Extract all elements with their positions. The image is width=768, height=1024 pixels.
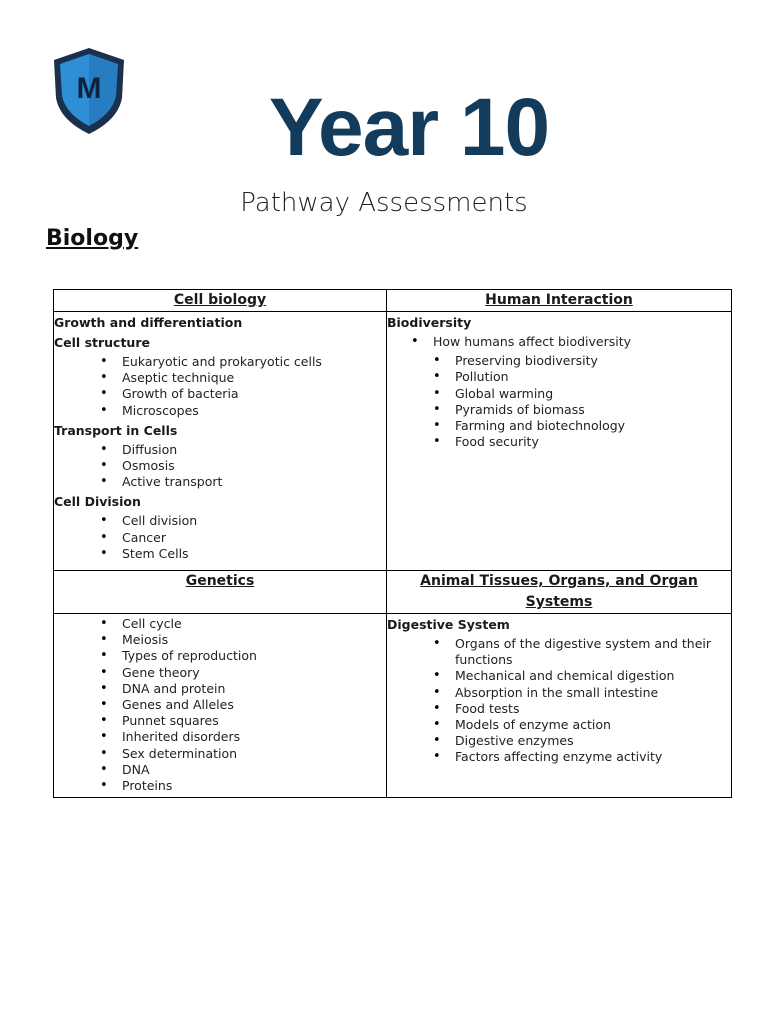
list-item: • DNA [122,762,386,778]
list-item: • DNA and protein [122,681,386,697]
list-item: • Sex determination [122,746,386,762]
genetics-heading: Genetics [54,571,387,614]
list-item: • Types of reproduction [122,648,386,664]
animal-tissues-heading: Animal Tissues, Organs, and Organ Systems [387,571,732,614]
assessment-table [53,289,732,798]
animal-tissues-content [387,614,732,798]
list-item: • Proteins [122,778,386,794]
section-transport: Transport in Cells [54,422,178,438]
section-cell-division: Cell Division [54,494,141,510]
biodiversity-top-list [433,334,731,350]
section-growth: Growth and differentiation [54,315,243,330]
list-item: • Meiosis [122,632,386,648]
list-item: • Diffusion [122,442,386,458]
page-subtitle: Pathway Assessments [240,188,528,218]
transport-list [122,442,386,491]
list-item: • Absorption in the small intestine [455,685,721,701]
list-item: • Organs of the digestive system and their functions [455,636,721,668]
human-interaction-heading: Human Interaction [387,290,732,312]
list-item: • Pollution [455,369,731,385]
genetics-content [54,614,387,798]
list-item: • Cell cycle [122,616,386,632]
list-item: • Gene theory [122,665,386,681]
page-title: Year 10 [268,82,550,173]
genetics-list [122,616,386,794]
list-item: • Global warming [455,386,731,402]
list-item: • Cell division [122,513,386,529]
list-item: • Farming and biotechnology [455,418,731,434]
human-interaction-content [387,312,732,571]
cell-biology-content [54,312,387,571]
list-item: • Eukaryotic and prokaryotic cells [122,354,386,370]
list-item: • Punnet squares [122,713,386,729]
list-item: • Pyramids of biomass [455,402,731,418]
list-item: • Stem Cells [122,546,386,562]
subject-heading: Biology [46,226,139,251]
list-item: • Aseptic technique [122,370,386,386]
list-item: • Food tests [455,701,721,717]
list-item: • Food security [455,434,731,450]
list-item: • Digestive enzymes [455,733,721,749]
list-item: • Active transport [122,474,386,490]
list-item: • Preserving biodiversity [455,353,731,369]
list-item: • Models of enzyme action [455,717,721,733]
list-item: • Cancer [122,530,386,546]
cell-biology-heading: Cell biology [54,290,387,312]
section-biodiversity: Biodiversity [387,315,472,330]
cell-division-list [122,513,386,562]
biodiversity-list [455,353,731,450]
digestive-list [455,636,721,766]
list-item: • Osmosis [122,458,386,474]
cell-structure-list [122,354,386,419]
list-item: • Mechanical and chemical digestion [455,668,721,684]
list-item: • Genes and Alleles [122,697,386,713]
list-item: • Inherited disorders [122,729,386,745]
list-item: • How humans affect biodiversity [433,334,731,350]
section-digestive: Digestive System [387,617,510,632]
list-item: • Factors affecting enzyme activity [455,749,721,765]
list-item: • Microscopes [122,403,386,419]
section-cell-structure: Cell structure [54,335,150,350]
logo-letter: M [76,72,102,105]
list-item: • Growth of bacteria [122,386,386,402]
